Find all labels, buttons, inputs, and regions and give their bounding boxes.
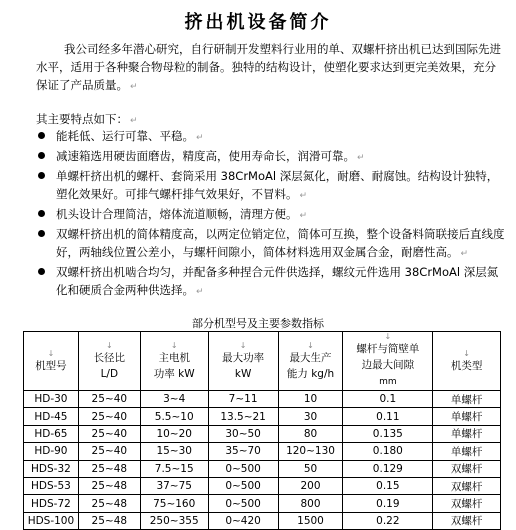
table-cell: 250~355 xyxy=(140,512,208,529)
table-cell: 37~75 xyxy=(140,477,208,494)
paragraph-mark-icon: ↵ xyxy=(130,82,138,92)
features-list xyxy=(36,127,506,301)
parameters-table xyxy=(23,331,501,530)
table-cell: 25~48 xyxy=(78,460,140,477)
table-row xyxy=(24,391,501,408)
table-cell: 13.5~21 xyxy=(208,408,278,425)
table-cell: 0.129 xyxy=(343,460,433,477)
table-cell: HDS-53 xyxy=(24,477,79,494)
intro-text: 我公司经多年潜心研究，自行研制开发塑料行业用的单、双螺杆挤出机已达到国际先进水平，适用于各种聚合物母粒的制备。独特的结构设计，使塑化要求达到更完美效果，充分保证了产品质量。 xyxy=(36,42,501,92)
features-heading: 其主要特点如下： ↵ xyxy=(36,112,138,126)
feature-item: 双螺杆挤出机啮合均匀，并配备多种捏合元件供选择，螺纹元件选用 38CrMoAl 深层氮化和硬质合金两种供选择。 ↵ xyxy=(36,263,506,301)
table-row xyxy=(24,443,501,460)
table-cell: 0~500 xyxy=(208,495,278,512)
table-caption: 部分机型号及主要参数指标 xyxy=(192,317,324,330)
table-cell: 15~30 xyxy=(140,443,208,460)
table-cell: HD-90 xyxy=(24,443,79,460)
table-cell: 0.19 xyxy=(343,495,433,512)
header-model: ↓ 机型号 xyxy=(24,332,79,391)
table-row xyxy=(24,425,501,442)
table-cell: 800 xyxy=(278,495,343,512)
table-cell: 双螺杆 xyxy=(433,460,501,477)
bullet-icon xyxy=(38,268,45,275)
header-max-power: ↓ 最大功率 kW xyxy=(208,332,278,391)
table-cell: 35~70 xyxy=(208,443,278,460)
table-cell: 10~20 xyxy=(140,425,208,442)
table-cell: 50 xyxy=(278,460,343,477)
table-row xyxy=(24,477,501,494)
table-cell: 0.135 xyxy=(343,425,433,442)
bullet-icon xyxy=(38,230,45,237)
table-cell: 7~11 xyxy=(208,391,278,408)
table-cell: 30 xyxy=(278,408,343,425)
table-cell: 0.11 xyxy=(343,408,433,425)
header-max-capacity: ↓ 最大生产 能力 kg/h xyxy=(278,332,343,391)
table-cell: 单螺杆 xyxy=(433,443,501,460)
table-cell: 单螺杆 xyxy=(433,425,501,442)
table-cell: 7.5~15 xyxy=(140,460,208,477)
table-row xyxy=(24,495,501,512)
table-cell: HDS-72 xyxy=(24,495,79,512)
bullet-icon xyxy=(38,132,45,139)
table-cell: 3~4 xyxy=(140,391,208,408)
table-cell: HD-45 xyxy=(24,408,79,425)
table-cell: 120~130 xyxy=(278,443,343,460)
table-cell: 10 xyxy=(278,391,343,408)
table-cell: 0~500 xyxy=(208,477,278,494)
bullet-icon xyxy=(38,172,45,179)
intro-paragraph xyxy=(36,40,504,96)
table-header-row xyxy=(24,332,501,391)
feature-item: 双螺杆挤出机的简体精度高，以两定位销定位，简体可互换，整个设备料筒联接后直线度好，两轴线位置公差小，与螺杆间隙小，简体材料选用双金属合金，耐磨性高。 ↵ xyxy=(36,225,506,263)
table-cell: 75~160 xyxy=(140,495,208,512)
table-cell: 25~40 xyxy=(78,443,140,460)
document-title: 挤出机设备简介 xyxy=(184,12,332,33)
feature-item: 减速箱选用硬齿面磨齿，精度高，使用寿命长，润滑可靠。 ↵ xyxy=(36,147,506,167)
table-cell: 25~40 xyxy=(78,391,140,408)
table-cell: 200 xyxy=(278,477,343,494)
table-cell: HDS-32 xyxy=(24,460,79,477)
table-cell: 25~48 xyxy=(78,512,140,529)
table-cell: HD-65 xyxy=(24,425,79,442)
table-cell: 0.180 xyxy=(343,443,433,460)
table-cell: 25~48 xyxy=(78,495,140,512)
table-cell: 0~500 xyxy=(208,460,278,477)
table-cell: 30~50 xyxy=(208,425,278,442)
bullet-icon xyxy=(38,210,45,217)
feature-item: 机头设计合理简洁，熔体流道顺畅，清理方便。 ↵ xyxy=(36,205,506,225)
bullet-icon xyxy=(38,152,45,159)
table-cell: 80 xyxy=(278,425,343,442)
header-motor-power: ↓ 主电机 功率 kW xyxy=(140,332,208,391)
table-cell: 0.1 xyxy=(343,391,433,408)
table-cell: HDS-100 xyxy=(24,512,79,529)
table-cell: 0.22 xyxy=(343,512,433,529)
table-cell: 25~40 xyxy=(78,408,140,425)
table-cell: 25~48 xyxy=(78,477,140,494)
table-cell: 双螺杆 xyxy=(433,477,501,494)
header-machine-type: ↓ 机类型 xyxy=(433,332,501,391)
table-cell: HD-30 xyxy=(24,391,79,408)
table-body xyxy=(24,391,501,530)
table-row xyxy=(24,460,501,477)
table-cell: 0.15 xyxy=(343,477,433,494)
table-cell: 5.5~10 xyxy=(140,408,208,425)
feature-item: 单螺杆挤出机的螺杆、套筒采用 38CrMoAl 深层氮化，耐磨、耐腐蚀。结构设计独特，塑化效果好。可排气螺杆排气效果好，不冒料。 ↵ xyxy=(36,167,506,205)
table-cell: 双螺杆 xyxy=(433,512,501,529)
table-cell: 1500 xyxy=(278,512,343,529)
table-cell: 双螺杆 xyxy=(433,495,501,512)
feature-item: 能耗低、运行可靠、平稳。 ↵ xyxy=(36,127,506,147)
table-cell: 单螺杆 xyxy=(433,408,501,425)
table-cell: 25~40 xyxy=(78,425,140,442)
header-screw-clearance: ↓ 螺杆与简壁单 边最大间隙 mm xyxy=(343,332,433,391)
header-ld-ratio: ↓ 长径比 L/D xyxy=(78,332,140,391)
table-row xyxy=(24,408,501,425)
table-cell: 单螺杆 xyxy=(433,391,501,408)
table-row xyxy=(24,512,501,529)
table-cell: 0~420 xyxy=(208,512,278,529)
paragraph-mark-icon: ↵ xyxy=(130,116,138,126)
